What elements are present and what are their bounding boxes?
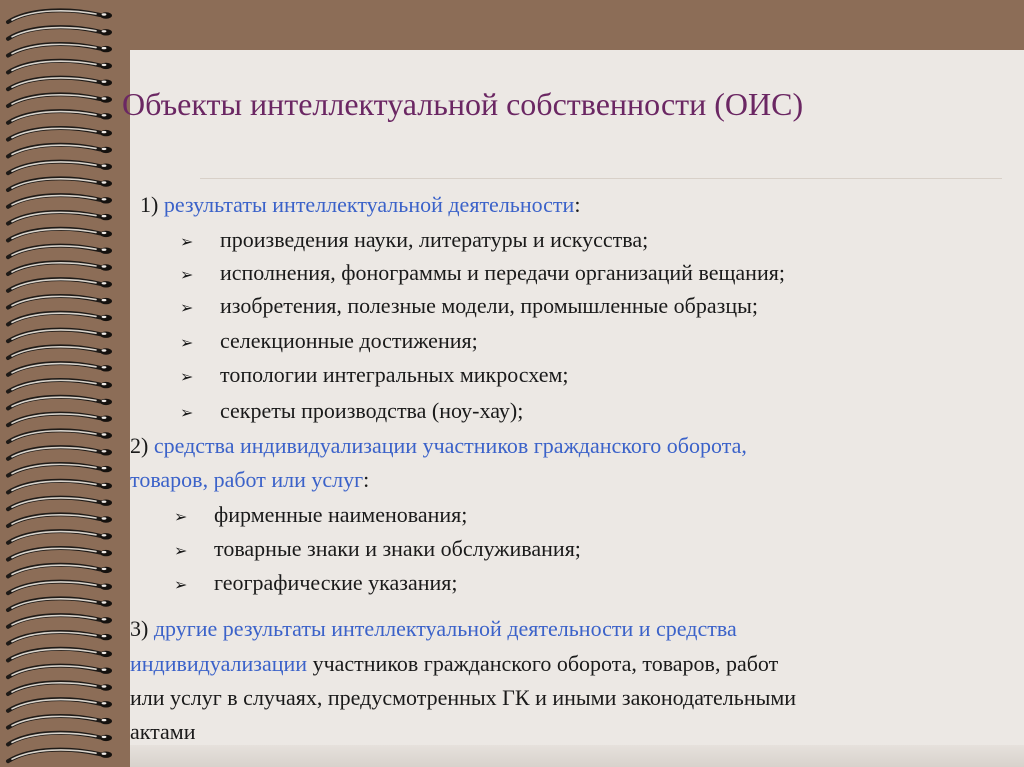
section-body-text: участников гражданского оборота, товаров, работ — [307, 651, 779, 676]
list-item — [180, 289, 758, 324]
list-item — [180, 223, 648, 258]
section-heading-text: индивидуализации — [130, 651, 308, 676]
list-item — [174, 532, 581, 567]
list-item-text: географические указания; — [214, 570, 458, 595]
section-number: 3) — [130, 616, 154, 641]
section-number: 1) — [140, 192, 164, 217]
list-item — [174, 498, 467, 533]
list-item — [174, 566, 458, 601]
arrow-bullet-icon: ➢ — [180, 367, 194, 386]
section-number: 2) — [130, 433, 154, 458]
section3-line4: актами — [130, 719, 196, 744]
list-item — [180, 324, 478, 359]
section-heading-suffix: : — [363, 467, 370, 492]
section2-heading — [130, 429, 747, 462]
list-item-text: селекционные достижения; — [220, 328, 478, 353]
list-item-text: товарные знаки и знаки обслуживания; — [214, 536, 581, 561]
arrow-bullet-icon: ➢ — [180, 333, 194, 352]
arrow-bullet-icon: ➢ — [174, 507, 188, 526]
list-item-text: изобретения, полезные модели, промышленные образцы; — [220, 293, 758, 318]
section-heading-text: товаров, работ или услуг — [130, 467, 364, 492]
list-item — [180, 394, 523, 429]
list-item-text: фирменные наименования; — [214, 502, 468, 527]
list-item-text: топологии интегральных микросхем; — [220, 362, 569, 387]
list-item — [180, 358, 569, 393]
arrow-bullet-icon: ➢ — [180, 403, 194, 422]
section1-heading — [140, 188, 580, 221]
list-item-text: исполнения, фонограммы и передачи организаций вещания; — [220, 260, 785, 285]
section3-line2 — [130, 647, 778, 680]
arrow-bullet-icon: ➢ — [174, 541, 188, 560]
section-heading-text: другие результаты интеллектуальной деятельности и средства — [153, 616, 737, 641]
arrow-bullet-icon: ➢ — [180, 232, 194, 251]
list-item-text: произведения науки, литературы и искусства; — [220, 227, 649, 252]
list-item-text: секреты производства (ноу-хау); — [220, 398, 524, 423]
arrow-bullet-icon: ➢ — [174, 575, 188, 594]
section-heading-suffix: : — [574, 192, 581, 217]
section3-heading — [130, 612, 737, 645]
arrow-bullet-icon: ➢ — [180, 265, 194, 284]
section2-heading-cont — [130, 463, 369, 496]
section-heading-text: средства индивидуализации участников гражданского оборота, — [153, 433, 747, 458]
section3-line3: или услуг в случаях, предусмотренных ГК и иными законодательными — [130, 685, 797, 710]
section-heading-text: результаты интеллектуальной деятельности — [163, 192, 575, 217]
slide-title: Объекты интеллектуальной собственности (ОИС) — [122, 86, 804, 122]
arrow-bullet-icon: ➢ — [180, 298, 194, 317]
list-item — [180, 256, 785, 291]
